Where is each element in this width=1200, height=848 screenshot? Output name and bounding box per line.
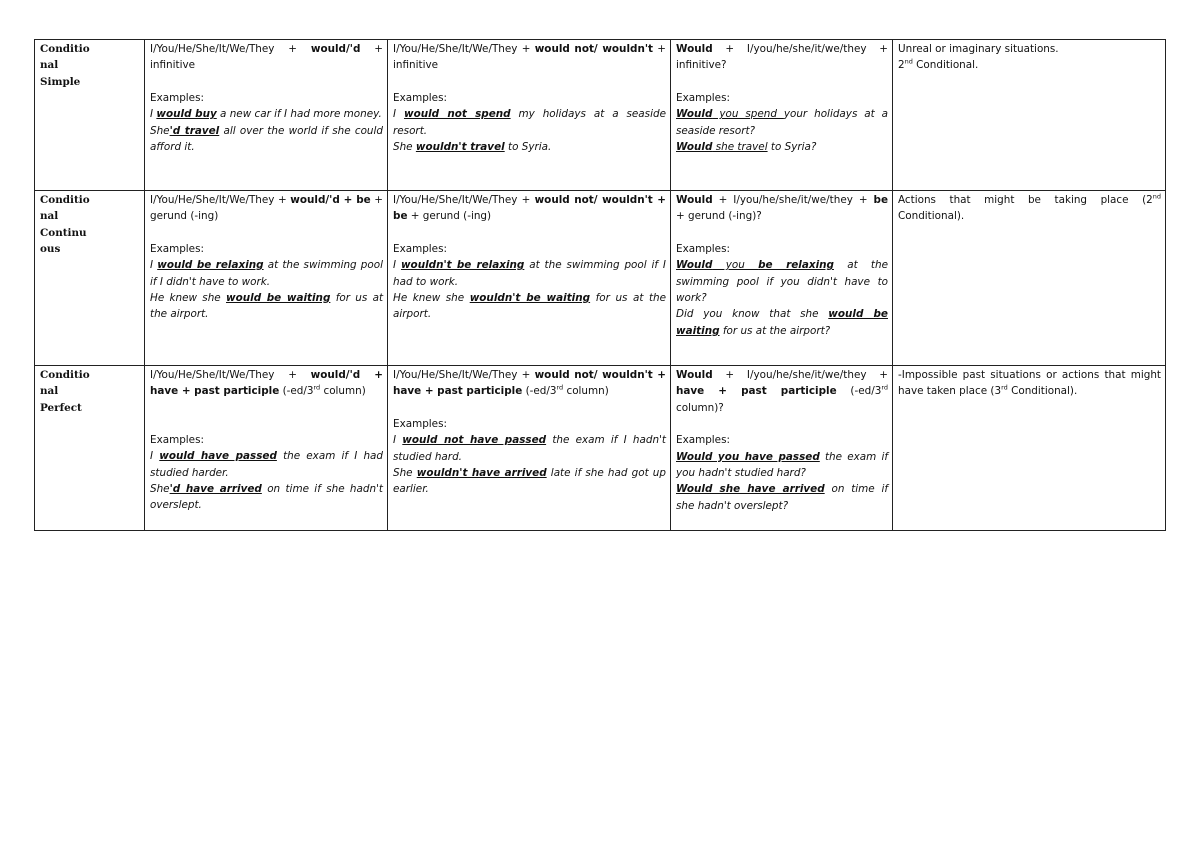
affirmative-cell: I/You/He/She/It/We/They + would/'d + have + past participle (-ed/3rd column) Examples: I would have passed the exam if I had studied harder. She'd have arrived on time if she hadn't overslept. [145, 366, 388, 531]
negative-cell: I/You/He/She/It/We/They + would not/ wouldn't + be + gerund (-ing) Examples: I wouldn't be relaxing at the swimming pool if I had to work. He knew she wouldn't be waiting for us at the airport. [388, 191, 671, 366]
conditionals-table [34, 39, 1166, 531]
question-cell: Would + I/you/he/she/it/we/they + have + past participle (-ed/3rd column)? Examples: Would you have passed the exam if you hadn't studied hard? Would she have arrived on time if she hadn't overslept? [671, 366, 893, 531]
question-cell: Would + I/you/he/she/it/we/they + infinitive? Examples: Would you spend your holidays at a seaside resort? Would she travel to Syria? [671, 40, 893, 191]
usage-cell: Actions that might be taking place (2nd Conditional). [893, 191, 1166, 366]
examples-label: Examples: [150, 91, 204, 104]
row-heading: Conditio nal Perfect [35, 366, 145, 531]
usage-cell: Unreal or imaginary situations. 2nd Conditional. [893, 40, 1166, 191]
negative-cell: I/You/He/She/It/We/They + would not/ wouldn't + infinitive Examples: I would not spend my holidays at a seaside resort. She wouldn't travel to Syria. [388, 40, 671, 191]
affirmative-cell: I/You/He/She/It/We/They + would/'d + be + gerund (-ing) Examples: I would be relaxing at the swimming pool if I didn't have to work. He knew she would be waiting for us at the airport. [145, 191, 388, 366]
affirmative-cell: I/You/He/She/It/We/They + would/'d + infinitive Examples: I would buy a new car if I had more money. She'd travel all over the world if she could afford it. [145, 40, 388, 191]
usage-cell: -Impossible past situations or actions that might have taken place (3rd Conditional). [893, 366, 1166, 531]
table-row [35, 191, 1166, 366]
question-cell: Would + I/you/he/she/it/we/they + be + gerund (-ing)? Examples: Would you be relaxing at the swimming pool if you didn't have to work? Did you know that she would be waiting for us at the airport? [671, 191, 893, 366]
row-heading: Conditio nal Continu ous [35, 191, 145, 366]
table-row [35, 40, 1166, 191]
row-heading: Conditio nal Simple [35, 40, 145, 191]
negative-cell: I/You/He/She/It/We/They + would not/ wouldn't + have + past participle (-ed/3rd column) Examples: I would not have passed the exam if I hadn't studied hard. She wouldn't have arrived late if she had got up earlier. [388, 366, 671, 531]
table-row [35, 366, 1166, 531]
